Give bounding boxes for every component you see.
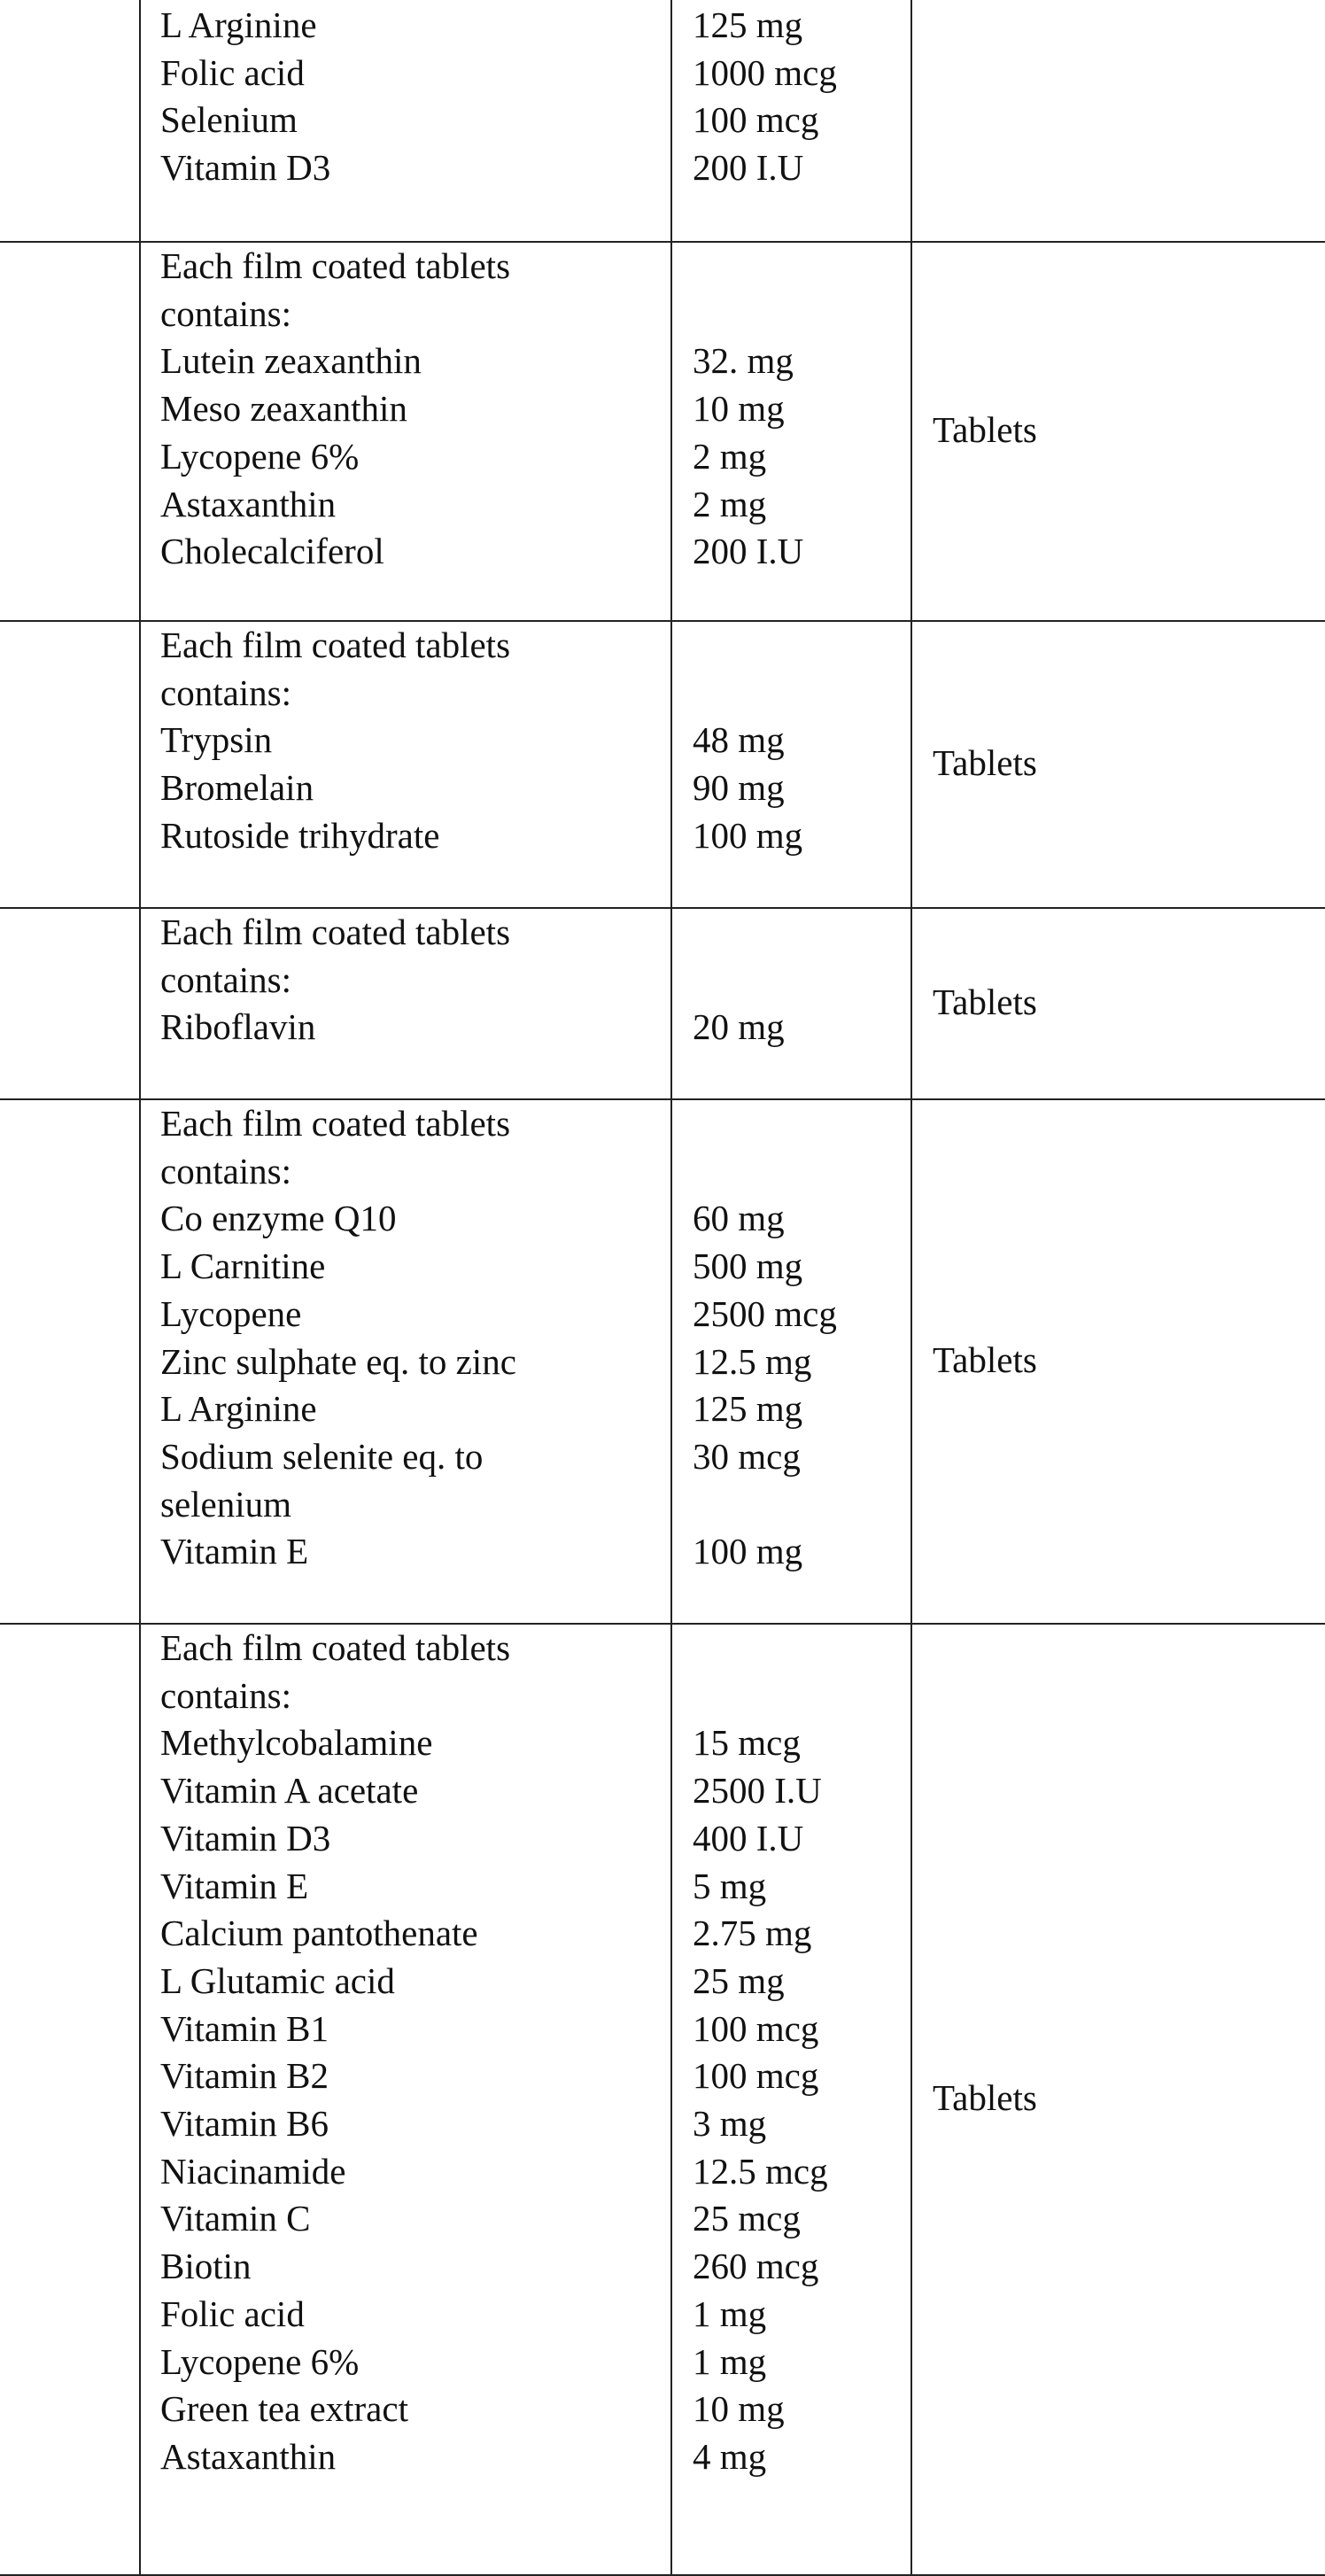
ingredient-line: Niacinamide (160, 2150, 346, 2192)
amount-cell: 10 mg (693, 388, 785, 430)
ingredient-line: Vitamin E (160, 1531, 309, 1572)
ingredient-line: contains: (160, 958, 292, 1000)
ingredient-line: Lycopene 6% (160, 2340, 360, 2382)
amount-cell: 48 mg (693, 719, 785, 761)
amount-cell: 60 mg (693, 1198, 785, 1239)
ingredient-line: Co enzyme Q10 (160, 1198, 397, 1239)
amount-cell: 15 mcg (693, 1722, 801, 1764)
ingredient-line: L Arginine (160, 4, 317, 45)
ingredient-line: Bromelain (160, 767, 314, 809)
amount-cell: 90 mg (693, 767, 785, 809)
ingredient-line: Folic acid (160, 51, 305, 93)
ingredient-line: Vitamin E (160, 1865, 309, 1906)
ingredient-line: contains: (160, 1150, 292, 1191)
ingredient-line: Rutoside trihydrate (160, 814, 440, 856)
amount-cell: 125 mg (693, 1388, 803, 1430)
amount-cell: 2.75 mg (693, 1913, 812, 1954)
ingredient-line: Vitamin D3 (160, 1817, 331, 1858)
ingredient-line: Folic acid (160, 2293, 305, 2334)
ingredient-line: Lycopene 6% (160, 435, 360, 477)
amount-cell: 100 mcg (693, 2007, 819, 2049)
amount-cell: 25 mcg (693, 2198, 801, 2239)
amount-cell: 12.5 mcg (693, 2150, 828, 2192)
amount-cell: 400 I.U (693, 1817, 804, 1858)
ingredient-line: Vitamin A acetate (160, 1770, 419, 1812)
ingredient-line: contains: (160, 671, 292, 713)
ingredient-line: Astaxanthin (160, 483, 337, 524)
ingredient-line: Sodium selenite eq. to (160, 1435, 484, 1477)
ingredient-line: Lycopene (160, 1292, 302, 1334)
ingredient-line: Each film coated tablets (160, 625, 511, 665)
ingredient-line: Each film coated tablets (160, 1103, 511, 1144)
amount-cell: 4 mg (693, 2435, 767, 2477)
ingredient-line: Vitamin B1 (160, 2007, 329, 2049)
ingredient-line: selenium (160, 1483, 292, 1525)
ingredient-line: Trypsin (160, 719, 273, 761)
column-rule (670, 0, 672, 2576)
amount-cell: 32. mg (693, 340, 794, 382)
dosage-form: Tablets (933, 2077, 1037, 2119)
amount-cell: 200 I.U (693, 147, 804, 189)
amount-cell: 3 mg (693, 2103, 767, 2144)
amount-cell: 20 mg (693, 1006, 785, 1048)
amount-cell: 125 mg (693, 4, 803, 45)
amount-cell: 200 I.U (693, 531, 804, 572)
column-rule (139, 0, 141, 2576)
amount-cell: 2 mg (693, 435, 767, 477)
ingredient-line: L Carnitine (160, 1245, 326, 1287)
ingredient-line: Lutein zeaxanthin (160, 340, 422, 382)
amount-cell: 30 mcg (693, 1435, 801, 1477)
ingredient-line: Vitamin C (160, 2198, 311, 2239)
amount-cell: 100 mcg (693, 99, 819, 141)
amount-cell: 1 mg (693, 2340, 767, 2382)
ingredient-line: Biotin (160, 2246, 252, 2287)
dosage-form: Tablets (933, 409, 1037, 451)
ingredient-line: Selenium (160, 99, 298, 141)
column-rule (910, 0, 912, 2576)
ingredient-line: Riboflavin (160, 1006, 316, 1048)
ingredient-line: Astaxanthin (160, 2435, 337, 2477)
dosage-form: Tablets (933, 1339, 1037, 1381)
amount-cell: 5 mg (693, 1865, 767, 1906)
amount-cell: 25 mg (693, 1959, 785, 2001)
ingredient-line: Calcium pantothenate (160, 1913, 478, 1954)
amount-cell: 500 mg (693, 1245, 803, 1287)
amount-cell: 100 mg (693, 814, 803, 856)
ingredient-line: Each film coated tablets (160, 245, 511, 286)
ingredient-line: Zinc sulphate eq. to zinc (160, 1340, 516, 1382)
ingredient-line: Each film coated tablets (160, 912, 511, 952)
amount-cell: 2 mg (693, 483, 767, 524)
ingredient-line: contains: (160, 292, 292, 334)
ingredient-line: Vitamin B2 (160, 2055, 329, 2097)
ingredient-line: Vitamin D3 (160, 147, 331, 189)
ingredient-line: L Arginine (160, 1388, 317, 1430)
amount-cell: 260 mcg (693, 2246, 819, 2287)
dosage-form: Tablets (933, 742, 1037, 784)
amount-cell: 1 mg (693, 2293, 767, 2334)
dosage-form: Tablets (933, 982, 1037, 1023)
amount-cell: 1000 mcg (693, 51, 837, 93)
ingredient-line: contains: (160, 1674, 292, 1716)
ingredient-line: Cholecalciferol (160, 531, 384, 572)
amount-cell: 2500 mcg (693, 1292, 837, 1334)
ingredient-line: Vitamin B6 (160, 2103, 329, 2144)
amount-cell: 12.5 mg (693, 1340, 812, 1382)
amount-cell: 100 mcg (693, 2055, 819, 2097)
ingredient-line: Methylcobalamine (160, 1722, 433, 1764)
amount-cell: 10 mg (693, 2388, 785, 2430)
amount-cell: 2500 I.U (693, 1770, 822, 1812)
ingredient-line: Green tea extract (160, 2388, 408, 2430)
ingredient-line: Meso zeaxanthin (160, 388, 407, 430)
ingredient-line: L Glutamic acid (160, 1959, 395, 2001)
ingredient-line: Each film coated tablets (160, 1627, 511, 1668)
amount-cell: 100 mg (693, 1531, 803, 1572)
